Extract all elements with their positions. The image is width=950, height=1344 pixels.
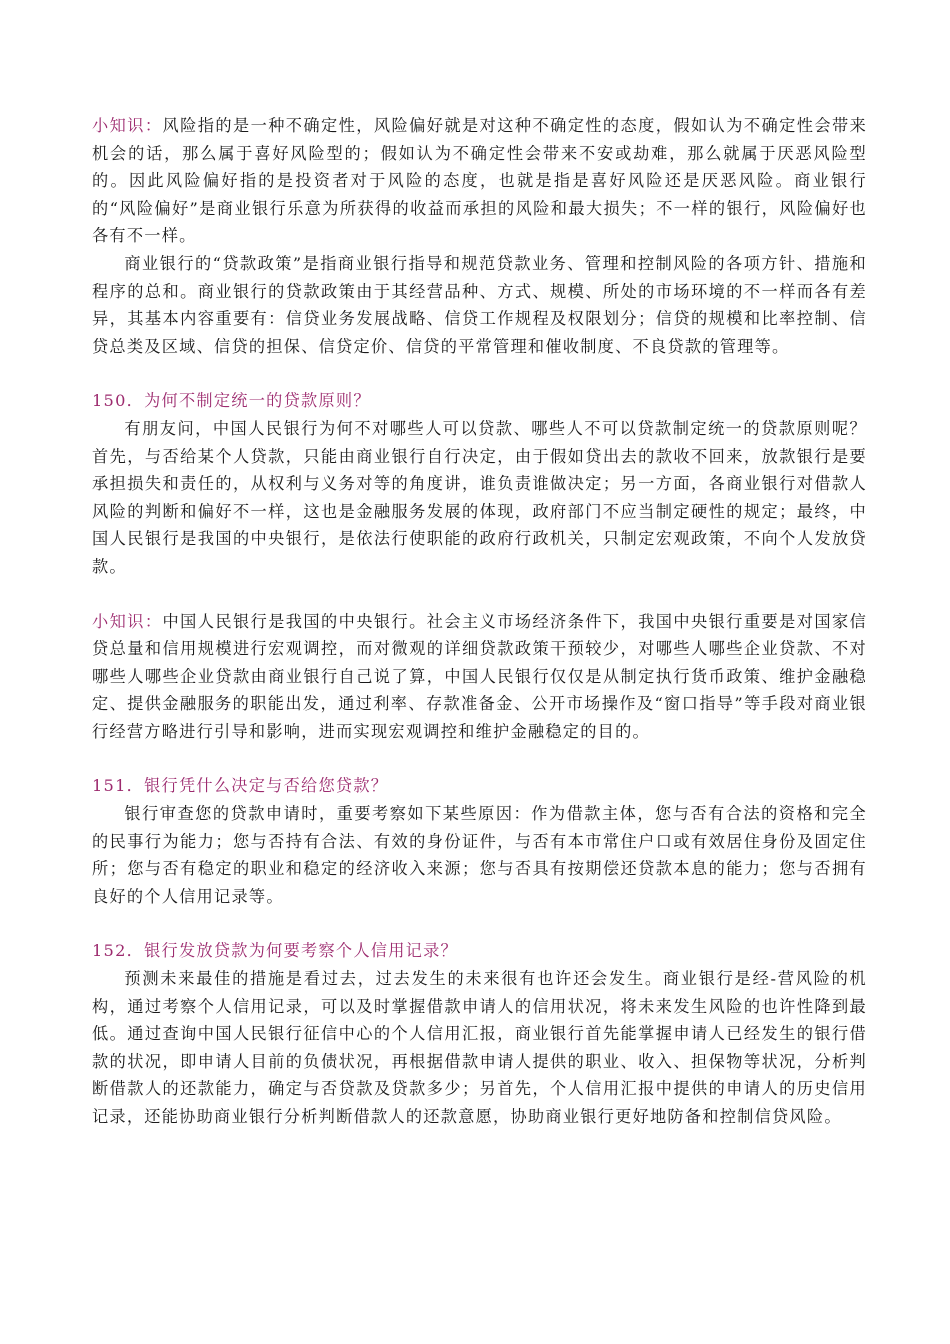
- spacer: [92, 360, 867, 387]
- question-heading-152: 152．银行发放贷款为何要考察个人信用记录？: [92, 941, 458, 961]
- tip-label: 小知识：: [92, 116, 163, 135]
- question-heading-150: 150．为何不制定统一的贷款原则？: [92, 391, 371, 411]
- tip-paragraph-risk-preference: [92, 112, 867, 250]
- tip-label: 小知识：: [92, 611, 163, 631]
- tip-paragraph-central-bank: [92, 608, 867, 746]
- tip-text: 风险指的是一种不确定性，风险偏好就是对这种不确定性的态度，假如认为不确定性会带来机会的话，那么属于喜好风险型的；假如认为不确定性会带来不安或劫难，那么就属于厌恶风险型的。因此风险偏好指的是投资者对于风险的态度，也就是指是喜好风险还是厌恶风险。商业银行的“风险偏好”是商业银行乐意为所获得的收益而承担的风险和最大损失；不一样的银行，风险偏好也各有不一样。: [92, 116, 868, 246]
- document-page: [92, 112, 867, 1131]
- tip-text: 中国人民银行是我国的中央银行。社会主义市场经济条件下，我国中央银行重要是对国家信贷总量和信用规模进行宏观调控，而对微观的详细贷款政策干预较少，对哪些人哪些企业贷款、不对哪些人哪些企业贷款由商业银行自己说了算，中国人民银行仅仅是从制定执行货币政策、维护金融稳定、提供金融服务的职能出发，通过利率、存款准备金、公开市场操作及“窗口指导”等手段对商业银行经营方略进行引导和影响，进而实现宏观调控和维护金融稳定的目的。: [92, 611, 868, 741]
- spacer: [92, 745, 867, 772]
- question-body-150: 有朋友问，中国人民银行为何不对哪些人可以贷款、哪些人不可以贷款制定统一的贷款原则呢？首先，与否给某个人贷款，只能由商业银行自行决定，由于假如贷出去的款收不回来，放款银行是要承担损失和责任的，从权利与义务对等的角度讲，谁负责谁做决定；另一方面，各商业银行对借款人风险的判断和偏好不一样，这也是金融服务发展的体现，政府部门不应当制定硬性的规定；最终，中国人民银行是我国的中央银行，是依法行使职能的政府行政机关，只制定宏观政策，不向个人发放贷款。: [92, 418, 867, 576]
- paragraph-loan-policy: 商业银行的“贷款政策”是指商业银行指导和规范贷款业务、管理和控制风险的各项方针、措施和程序的总和。商业银行的贷款政策由于其经营品种、方式、规模、所处的市场环境的不一样而各有差异，其基本内容重要有：信贷业务发展战略、信贷工作规程及权限划分；信贷的规模和比率控制、信贷总类及区域、信贷的担保、信贷定价、信贷的平常管理和催收制度、不良贷款的管理等。: [92, 253, 867, 356]
- spacer: [92, 581, 867, 608]
- question-heading-151: 151．银行凭什么决定与否给您贷款？: [92, 776, 389, 796]
- question-body-151: 银行审查您的贷款申请时，重要考察如下某些原因：作为借款主体，您与否有合法的资格和完全的民事行为能力；您与否持有合法、有效的身份证件，与否有本市常住户口或有效居住身份及固定住所；您与否有稳定的职业和稳定的经济收入来源；您与否具有按期偿还贷款本息的能力；您与否拥有良好的个人信用记录等。: [92, 804, 867, 906]
- spacer: [92, 910, 867, 937]
- question-body-152: 预测未来最佳的措施是看过去，过去发生的未来很有也许还会发生。商业银行是经-营风险的机构，通过考察个人信用记录，可以及时掌握借款申请人的信用状况，将未来发生风险的也许性降到最低。通过查询中国人民银行征信中心的个人信用汇报，商业银行首先能掌握申请人已经发生的银行借款的状况，即申请人目前的负债状况，再根据借款申请人提供的职业、收入、担保物等状况，分析判断借款人的还款能力，确定与否贷款及贷款多少；另首先，个人信用汇报中提供的申请人的历史信用记录，还能协助商业银行分析判断借款人的还款意愿，协助商业银行更好地防备和控制信贷风险。: [92, 969, 867, 1126]
